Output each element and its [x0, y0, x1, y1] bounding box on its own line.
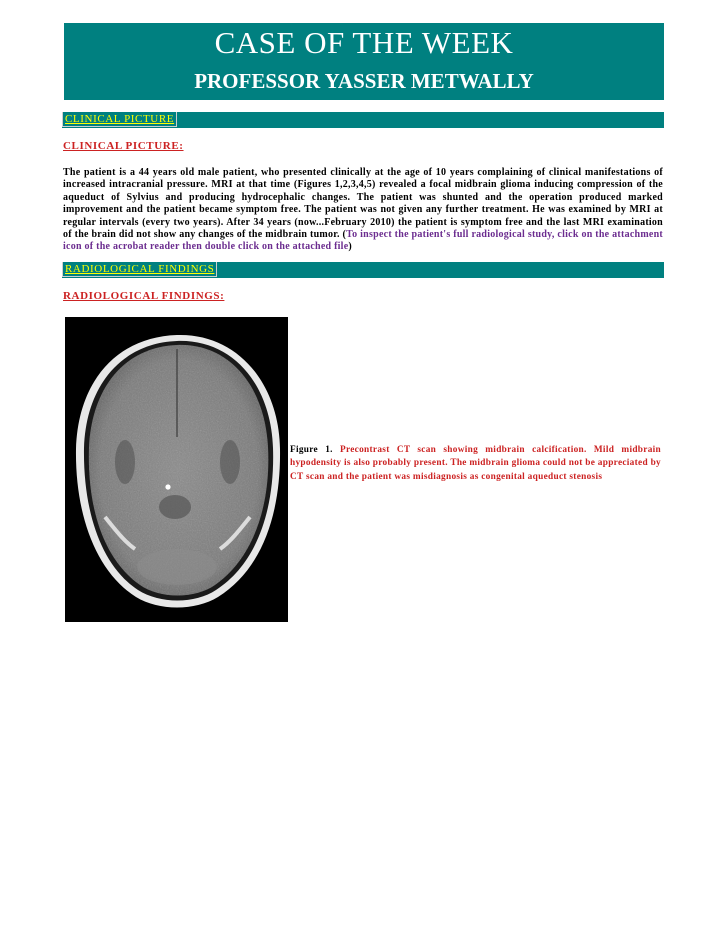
page-header [64, 23, 664, 100]
figure-caption-text: Precontrast CT scan showing midbrain calcification. Mild midbrain hypodensity is also probably present. The midbrain glioma could not be appreciated by CT scan and the patient was misdiagnosis as congenital aqueduct stenosis [290, 445, 661, 482]
clinical-picture-bar [62, 112, 664, 128]
header-author: PROFESSOR YASSER METWALLY [194, 69, 534, 93]
clinical-picture-bar-link[interactable]: CLINICAL PICTURE [62, 112, 177, 127]
clinical-paragraph-text: The patient is a 44 years old male patient, who presented clinically at the age of 10 years complaining of clinical manifestations of increased intracranial pressure. MRI at that time (Figures 1,2,3,4,5) revealed a focal midbrain glioma inducing compression of the aqueduct of Sylvius and producing hydrocephalic changes. The patient was shunted and the operation produced marked improvement and the patient became symptom free. The patient was not given any further treatment. He was examined by MRI at regular intervals (every two years). After 34 years (now...February 2010) the patient is symptom free and the last MRI examination of the brain did not show any changes of the midbrain tumor. ( [63, 167, 663, 241]
figure-label: Figure 1. [290, 445, 333, 455]
radiological-findings-bar-link[interactable]: RADIOLOGICAL FINDINGS [62, 262, 217, 277]
radiological-findings-bar [62, 262, 664, 278]
radiological-findings-heading: RADIOLOGICAL FINDINGS: [63, 290, 225, 302]
figure-1-caption [290, 444, 661, 484]
ct-scan-drawing [65, 317, 288, 622]
ct-scan-image [65, 317, 288, 622]
clinical-paragraph [63, 167, 663, 254]
attachment-instruction-link[interactable]: To inspect the patient's full radiological study, click on the attachment icon of the acrobat reader then double click on the attached file [63, 229, 663, 253]
clinical-paragraph-end: ) [348, 241, 352, 253]
clinical-picture-heading: CLINICAL PICTURE: [63, 140, 184, 152]
header-title: CASE OF THE WEEK [214, 25, 514, 60]
